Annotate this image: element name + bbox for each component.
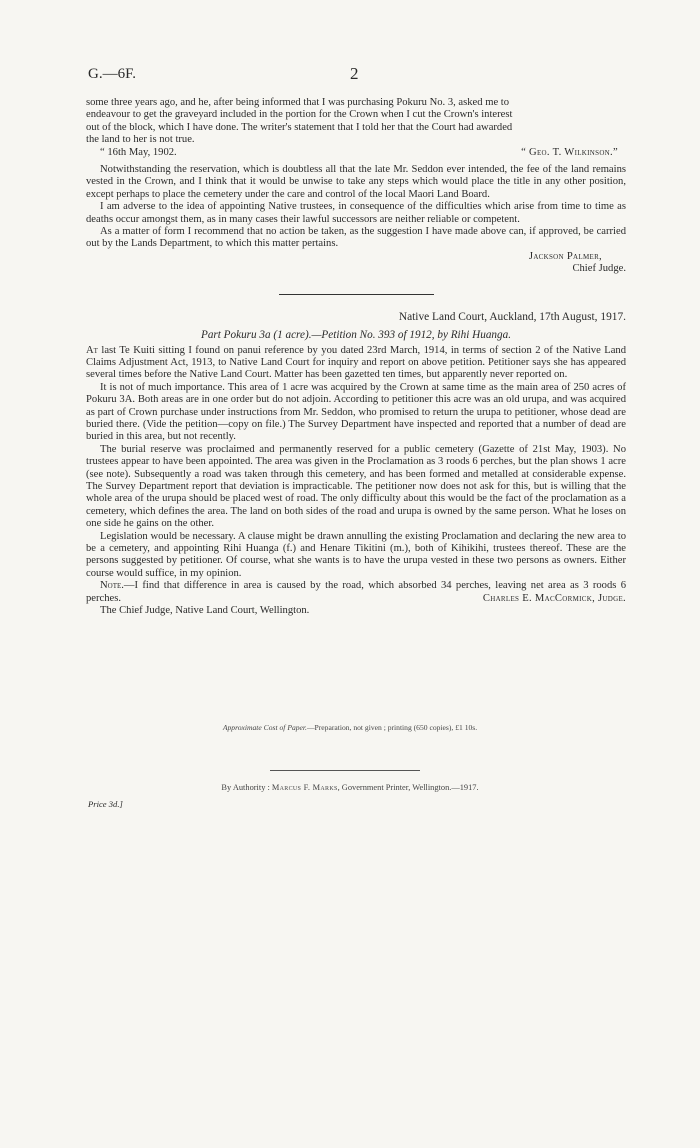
letter-date-signature-row <box>86 147 626 159</box>
note-label: Note. <box>100 580 124 592</box>
letter-signature: “ Geo. T. Wilkinson.” <box>521 146 618 158</box>
report-signature <box>86 593 626 605</box>
cost-text: —Preparation, not given ; printing (650 copies), £1 10s. <box>306 723 478 732</box>
report-paragraph-4: Legislation would be necessary. A clause might be drawn annulling the existing Proclamation and declaring the new area to be a cemetery, and appointing Rihi Huanga (f.) and Henare Tikitini (m.), both of Kihikihi, trustees thereof. These are the persons suggested by petitioner. Of course, what she wants is to have the urupa vested in these two persons as owners. Either course would suffice, in my opinion. <box>86 530 626 579</box>
report-lead-word: At <box>86 344 98 356</box>
printer-imprint <box>0 783 700 792</box>
page-number: 2 <box>350 64 359 83</box>
footer-divider <box>270 770 420 771</box>
report-addressee: The Chief Judge, Native Land Court, Wellington. <box>100 605 310 617</box>
document-body <box>86 97 626 618</box>
section-divider <box>279 294 434 295</box>
printer-rest: , Government Printer, Wellington.—1917. <box>337 783 479 792</box>
document-code: G.—6F. <box>88 66 136 82</box>
report-signer: Charles E. MacCormick, Judge. <box>482 593 626 605</box>
report-title: Part Pokuru 3a (1 acre).—Petition No. 393 of 1912, by Rihi Huanga. <box>200 329 511 342</box>
letter-line: some three years ago, and he, after being informed that I was purchasing Pokuru No. 3, asked me to <box>86 97 510 108</box>
letter-line: endeavour to get the graveyard included in the portion for the Crown when I cut the Crown's interest <box>86 109 513 121</box>
report-paragraph-3: The burial reserve was proclaimed and permanently reserved for a public cemetery (Gazette of 21st May, 1903). No trustees appear to have been appointed. The area was given in the Proclamation as 3 roods 6 perches, but the plan shows 1 acre (see note). Subsequently a road was taken through this cemetery, and has been formed and metalled at considerable expense. The Survey Department report that deviation is impracticable. The petitioner now does not ask for this, but is willing that the whole area of the urupa should be placed west of road. The only difficulty about this would be the fact of the proclamation as a cemetery, which defines the area. The land on both sides of the road and urupa is owned by the same person. What he loses on one side he gains on the other. <box>86 443 626 530</box>
note-text: —I find that difference in area is caused by the road, which absorbed 34 perches, leaving net area as 3 roods 6 perches. <box>86 580 626 604</box>
memo-signer-title: Chief Judge. <box>572 263 626 275</box>
memo-paragraph-2: I am adverse to the idea of appointing Native trustees, in consequence of the difficulties which arise from time to time as deaths occur amongst them, as in many cases their lawful successors are neither reliable or competent. <box>86 201 626 225</box>
report-paragraph-2: It is not of much importance. This area of 1 acre was acquired by the Crown at same time as the main area of 250 acres of Pokuru 3A. Both areas are in one order but do not adjoin. According to petitioner this acre was an old urupa, and was acquired as part of Crown purchase under instructions from Mr. Seddon, who promised to return the urupa to petitioner, whose dead are buried there. (Vide the petition—copy on file.) The Survey Department have inspected and reported that a number of dead are buried in this area, but not recently. <box>86 381 626 443</box>
report-paragraph-1 <box>86 345 626 382</box>
letter-date: “ 16th May, 1902. <box>100 146 177 158</box>
price-label: Price 3d.] <box>88 799 123 809</box>
report-paragraph-1-text: last Te Kuiti sitting I found on panui reference by you dated 23rd March, 1914, in terms of section 2 of the Native Land Claims Adjustment Act, 1913, to Native Land Court for inquiry and report on above petition. Petitioner says she has appeared several times before the Native Land Court. Matter has been gazetted ten times, but apparently never reported on. <box>86 344 626 381</box>
memo-signature-block <box>86 251 626 276</box>
cost-label: Approximate Cost of Paper. <box>222 723 307 732</box>
printer-name: Marcus F. Marks <box>271 783 338 792</box>
memo-paragraph-3: As a matter of form I recommend that no action be taken, as the suggestion I have made above can, if approved, be carried out by the Lands Department, to which this matter pertains. <box>86 226 626 250</box>
cost-of-paper <box>0 723 700 732</box>
report-court-date: Native Land Court, Auckland, 17th August, 1917. <box>398 310 626 323</box>
letter-line: the land to her is not true. <box>86 134 195 146</box>
printer-lead: By Authority : <box>221 783 272 792</box>
letter-line: out of the block, which I have done. The writer's statement that I told her that the Court had awarded <box>86 121 513 133</box>
memo-paragraph-1: Notwithstanding the reservation, which is doubtless all that the late Mr. Seddon ever intended, the fee of the land remains vested in the Crown, and I think that it would be unwise to take any steps which would place the title in any other position, except perhaps to place the cemetery under the care and control of the local Maori Land Board. <box>86 164 626 200</box>
memo-signer-name: Jackson Palmer, <box>528 250 602 262</box>
